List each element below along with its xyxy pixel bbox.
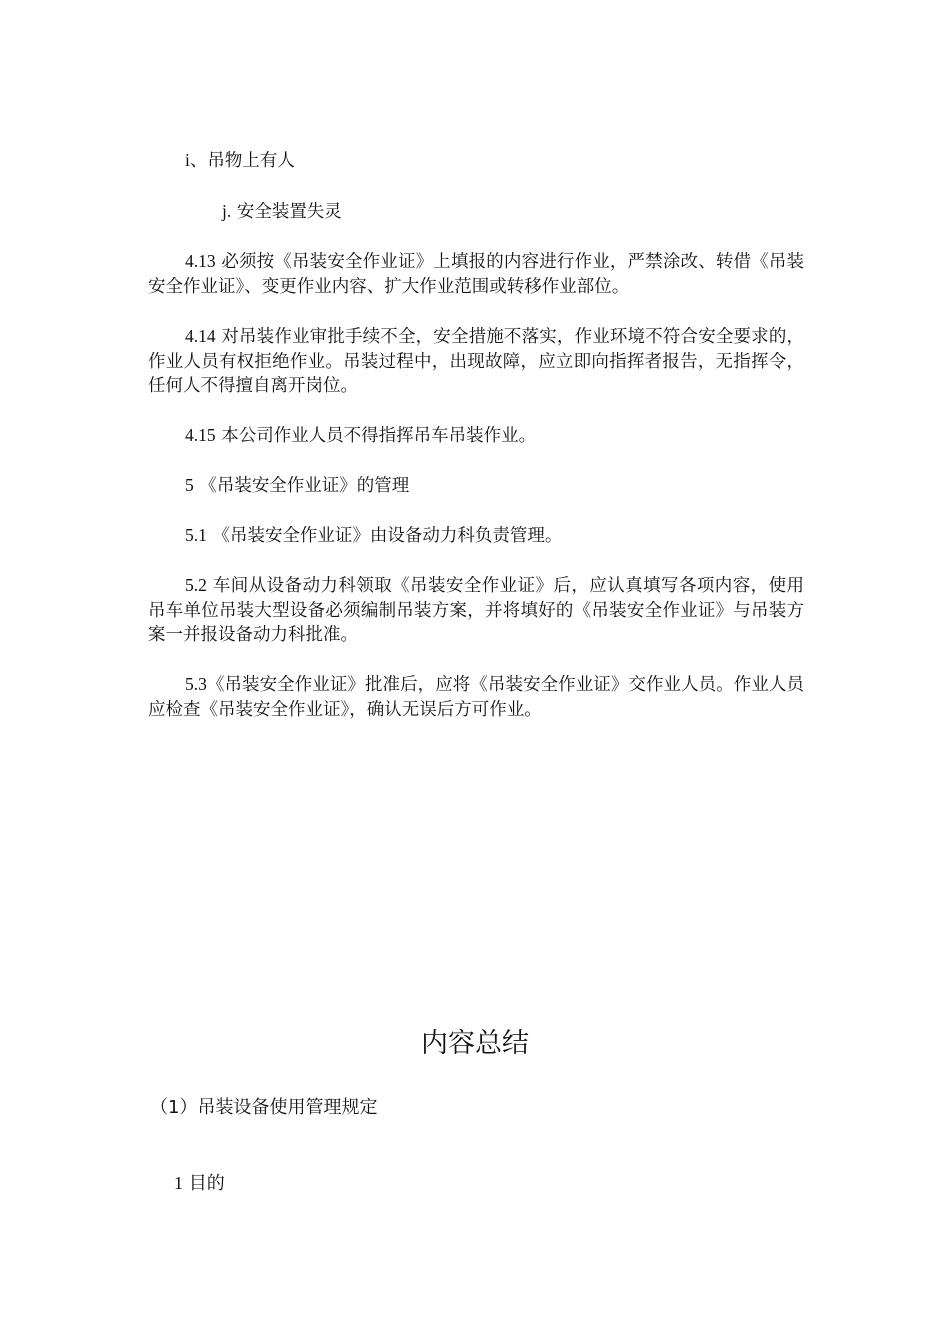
summary-item-1: （1）吊装设备使用管理规定 [150,1097,378,1118]
clause-5-1: 5.1 《吊装安全作业证》由设备动力科负责管理。 [185,525,563,546]
section-5-heading: 5 《吊装安全作业证》的管理 [185,475,410,496]
list-item-j: j. 安全装置失灵 [222,201,342,222]
clause-5-3: 5.3《吊装安全作业证》批准后，应将《吊装安全作业证》交作业人员。作业人员应检查《吊装安全作业证》，确认无误后方可作业。 [148,674,804,720]
clause-4-14: 4.14 对吊装作业审批手续不全，安全措施不落实，作业环境不符合安全要求的，作业人员有权拒绝作业。吊装过程中，出现故障，应立即向指挥者报告，无指挥令，任何人不得擅自离开岗位。 [148,326,804,396]
summary-item-2: 1 目的 [174,1173,225,1194]
clause-4-13: 4.13 必须按《吊装安全作业证》上填报的内容进行作业，严禁涂改、转借《吊装安全作业证》、变更作业内容、扩大作业范围或转移作业部位。 [148,251,804,297]
clause-4-15: 4.15 本公司作业人员不得指挥吊车吊装作业。 [185,425,537,446]
list-item-i: i、吊物上有人 [185,150,295,171]
clause-5-2: 5.2 车间从设备动力科领取《吊装安全作业证》后，应认真填写各项内容，使用吊车单位吊装大型设备必须编制吊装方案，并将填好的《吊装安全作业证》与吊装方案一并报设备动力科批准。 [148,575,804,645]
summary-title: 内容总结 [421,1028,529,1059]
